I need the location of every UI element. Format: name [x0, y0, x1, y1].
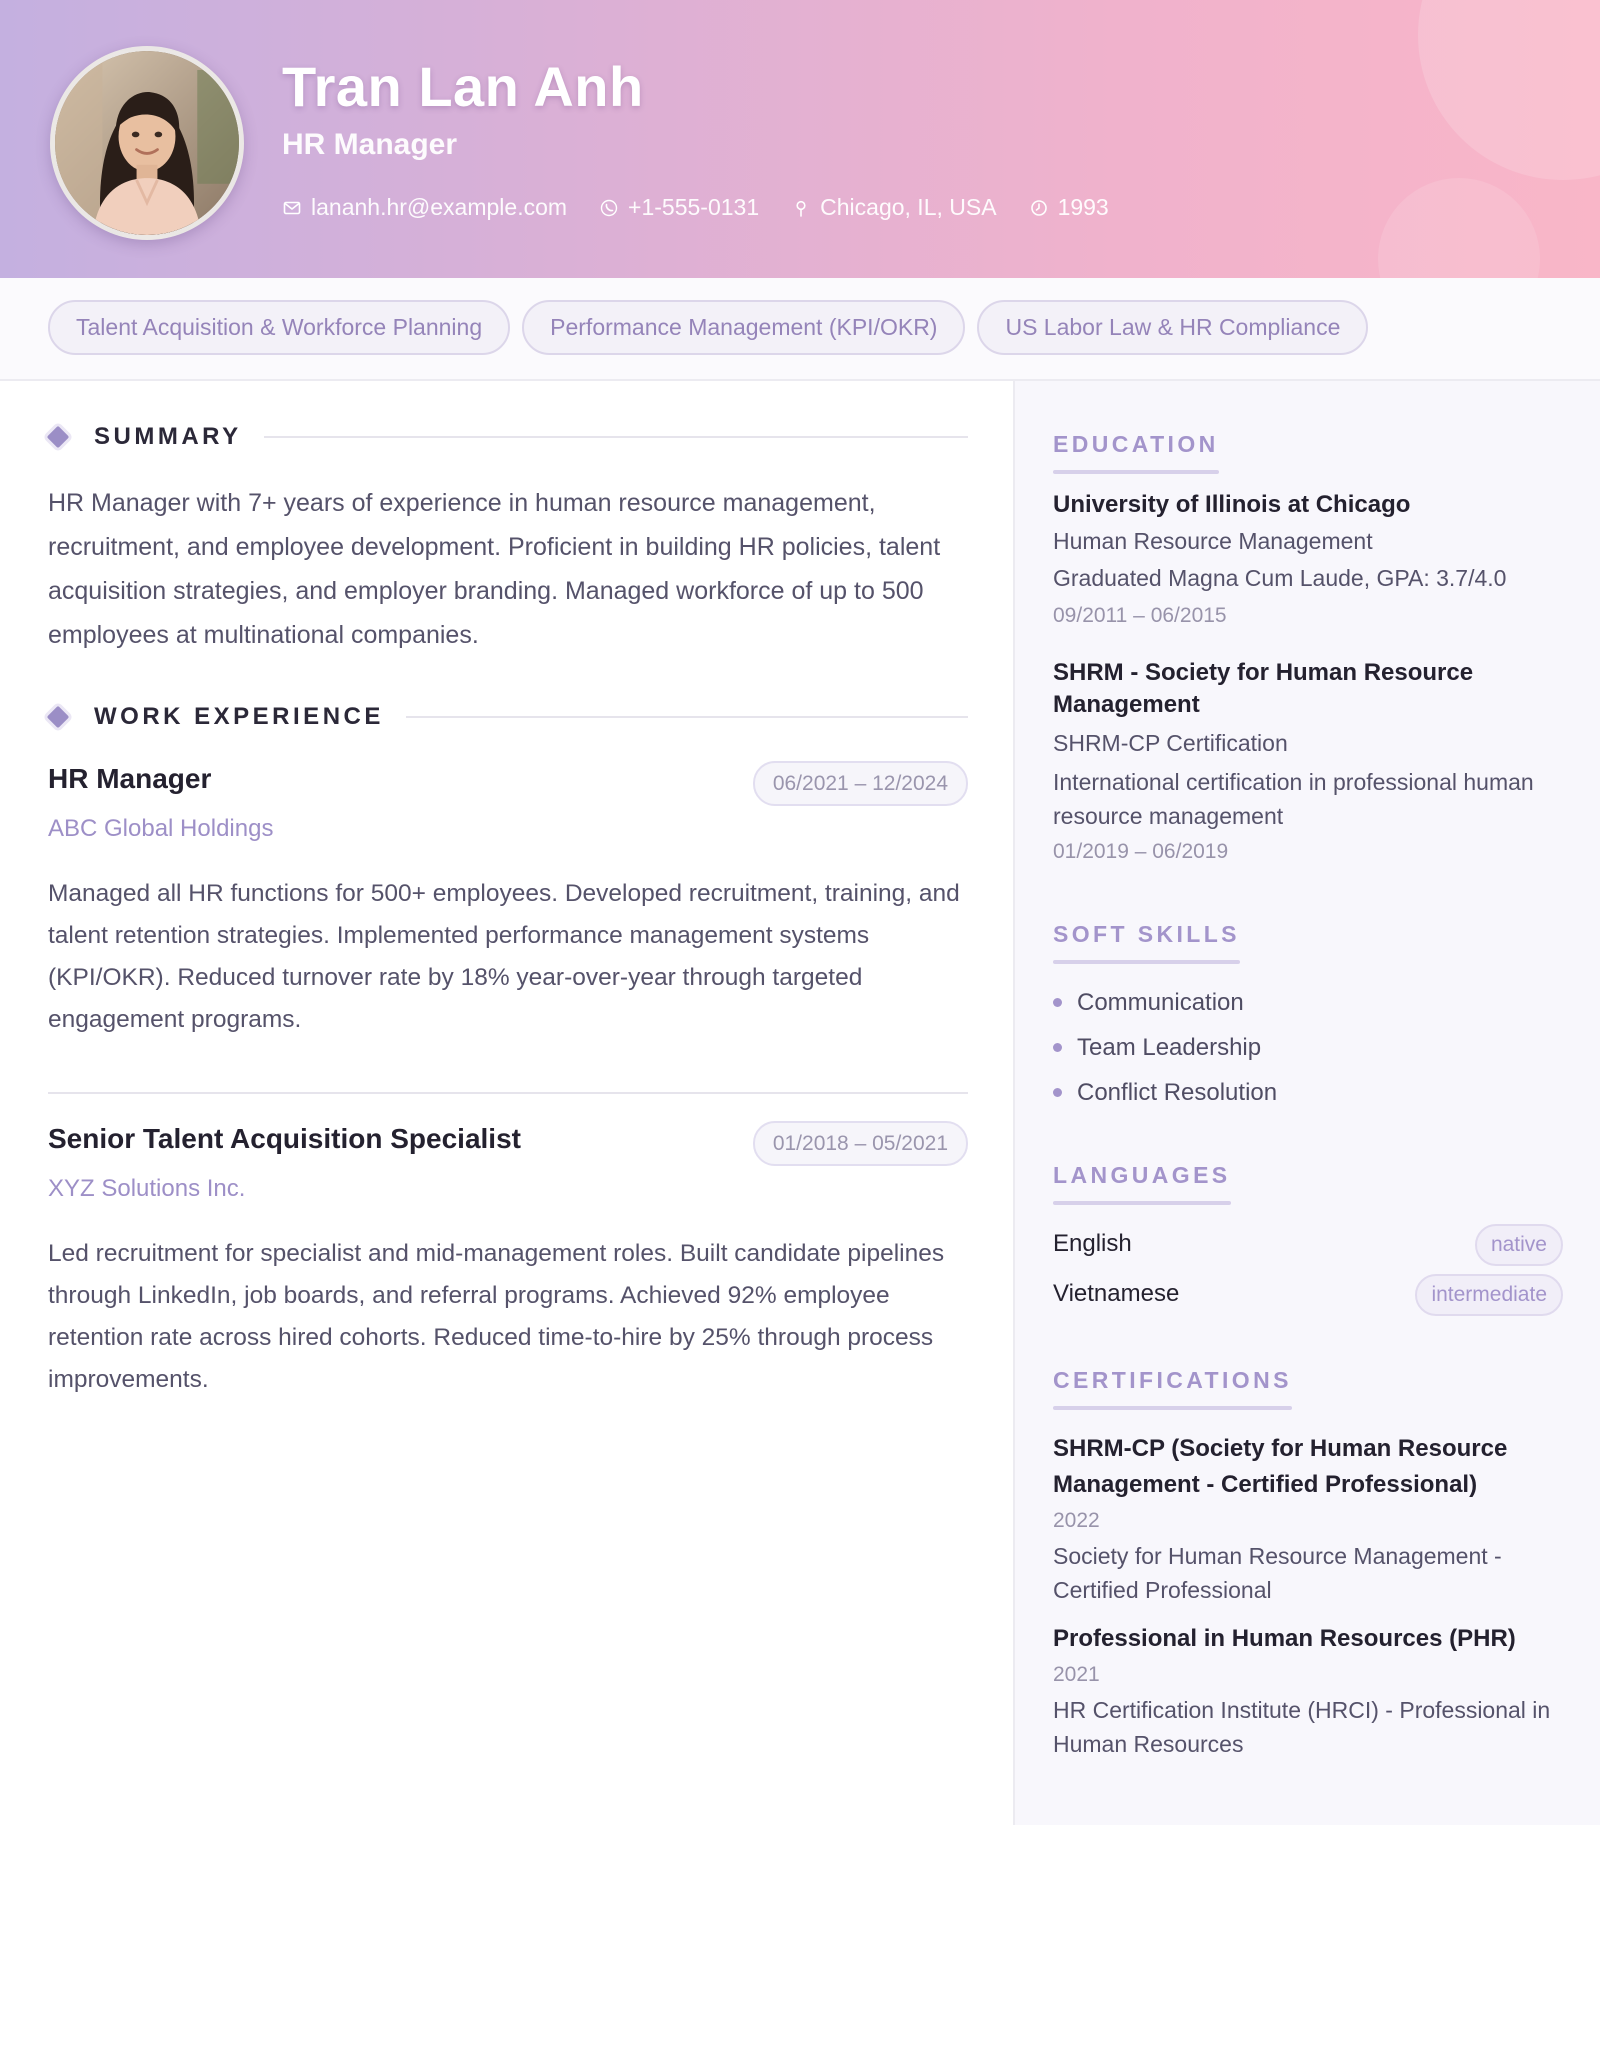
contact-phone[interactable]	[599, 194, 759, 221]
education-field: SHRM-CP Certification	[1053, 730, 1288, 756]
certification-issuer: Society for Human Resource Management - Certified Professional	[1053, 1543, 1502, 1603]
education-heading	[1053, 431, 1219, 474]
job-dates: 01/2018 – 05/2021	[753, 1121, 968, 1166]
contact-location-text: Chicago, IL, USA	[820, 194, 997, 220]
certification-year: 2022	[1053, 1509, 1100, 1532]
soft-skills-title: SOFT SKILLS	[1053, 921, 1240, 947]
job-company: XYZ Solutions Inc.	[48, 1175, 246, 1202]
education-dates: 09/2011 – 06/2015	[1053, 604, 1227, 627]
soft-skill-label: Communication	[1077, 988, 1244, 1016]
section-divider	[406, 716, 968, 718]
contact-email-text: lananh.hr@example.com	[311, 194, 568, 220]
certifications-title: CERTIFICATIONS	[1053, 1367, 1292, 1393]
heading-underline	[1053, 1201, 1231, 1205]
language-item	[1053, 1274, 1563, 1316]
certification-name: SHRM-CP (Society for Human Resource Management - Certified Professional)	[1053, 1435, 1508, 1498]
education-note: Graduated Magna Cum Laude, GPA: 3.7/4.0	[1053, 565, 1507, 591]
job-title: HR Manager	[48, 763, 212, 794]
education-item	[1053, 657, 1583, 868]
education-dates: 01/2019 – 06/2019	[1053, 840, 1229, 863]
certification-item	[1053, 1623, 1583, 1761]
candidate-name: Tran Lan Anh	[282, 55, 644, 118]
experience-heading	[48, 703, 968, 731]
bullet-icon	[1053, 998, 1062, 1007]
contact-phone-text: +1-555-0131	[628, 194, 760, 220]
job-divider	[48, 1092, 968, 1094]
education-school: SHRM - Society for Human Resource Management	[1053, 659, 1474, 718]
certification-item	[1053, 1431, 1583, 1607]
job-title: Senior Talent Acquisition Specialist	[48, 1123, 521, 1154]
decorative-circle	[1418, 0, 1600, 180]
key-skills-bar	[0, 278, 1600, 381]
candidate-role: HR Manager	[282, 128, 458, 161]
certification-name: Professional in Human Resources (PHR)	[1053, 1625, 1516, 1652]
soft-skill-item	[1053, 1025, 1583, 1070]
soft-skill-item	[1053, 1070, 1583, 1115]
soft-skill-label: Team Leadership	[1077, 1033, 1262, 1061]
profile-photo	[50, 46, 244, 240]
diamond-icon	[47, 706, 70, 729]
job-description: Led recruitment for specialist and mid-management roles. Built candidate pipelines through LinkedIn, job boards, and referral programs. Achieved 92% employee retention rate across hired cohorts. Reduced time-to-hire by 25% through process improvements.	[48, 1240, 945, 1393]
contact-birth-year	[1029, 194, 1109, 221]
summary-heading	[48, 423, 968, 451]
certifications-heading	[1053, 1367, 1292, 1410]
certification-issuer: HR Certification Institute (HRCI) - Professional in Human Resources	[1053, 1697, 1551, 1757]
summary-title: SUMMARY	[94, 423, 242, 450]
contact-birth-year-text: 1993	[1057, 194, 1109, 220]
job-dates: 06/2021 – 12/2024	[753, 761, 968, 806]
key-skills-list	[48, 300, 1368, 355]
language-level-badge: native	[1475, 1224, 1563, 1266]
language-item	[1053, 1224, 1563, 1266]
heading-underline	[1053, 1406, 1292, 1410]
bullet-icon	[1053, 1088, 1062, 1097]
decorative-circle	[1378, 178, 1540, 278]
soft-skills-list	[1053, 980, 1583, 1115]
soft-skills-heading	[1053, 921, 1240, 964]
job-company: ABC Global Holdings	[48, 815, 274, 842]
map-pin-icon	[791, 198, 811, 218]
skill-chip: Talent Acquisition & Workforce Planning	[48, 300, 510, 355]
education-item	[1053, 489, 1583, 632]
clock-icon	[1029, 198, 1049, 218]
heading-underline	[1053, 960, 1240, 964]
bullet-icon	[1053, 1043, 1062, 1052]
soft-skill-label: Conflict Resolution	[1077, 1078, 1278, 1106]
experience-title: WORK EXPERIENCE	[94, 703, 384, 730]
job-description: Managed all HR functions for 500+ employees. Developed recruitment, training, and talent retention strategies. Implemented performance management systems (KPI/OKR). Reduced turnover rate by 18% year-over-year through targeted engagement programs.	[48, 880, 960, 1033]
profile-photo-illustration	[55, 51, 239, 235]
envelope-icon	[282, 198, 302, 218]
diamond-icon	[47, 426, 70, 449]
education-note: International certification in professional human resource management	[1053, 769, 1534, 829]
education-field: Human Resource Management	[1053, 528, 1373, 554]
phone-icon	[599, 198, 619, 218]
education-title: EDUCATION	[1053, 431, 1219, 457]
skill-chip: US Labor Law & HR Compliance	[977, 300, 1368, 355]
sidebar	[1013, 381, 1600, 1825]
section-divider	[264, 436, 968, 438]
resume-header	[0, 0, 1600, 278]
language-name: Vietnamese	[1053, 1280, 1180, 1307]
skill-chip: Performance Management (KPI/OKR)	[522, 300, 965, 355]
contact-info	[282, 194, 1109, 221]
summary-text: HR Manager with 7+ years of experience in human resource management, recruitment, and employee development. Proficient in building HR policies, talent acquisition strategies, and employer branding. Managed workforce of up to 500 employees at multinational companies.	[48, 489, 941, 649]
soft-skill-item	[1053, 980, 1583, 1025]
language-name: English	[1053, 1230, 1132, 1257]
certification-year: 2021	[1053, 1663, 1100, 1686]
contact-location	[791, 194, 996, 221]
heading-underline	[1053, 470, 1219, 474]
contact-email[interactable]	[282, 194, 567, 221]
languages-heading	[1053, 1162, 1231, 1205]
education-school: University of Illinois at Chicago	[1053, 491, 1411, 518]
languages-title: LANGUAGES	[1053, 1162, 1231, 1188]
language-level-badge: intermediate	[1415, 1274, 1563, 1316]
